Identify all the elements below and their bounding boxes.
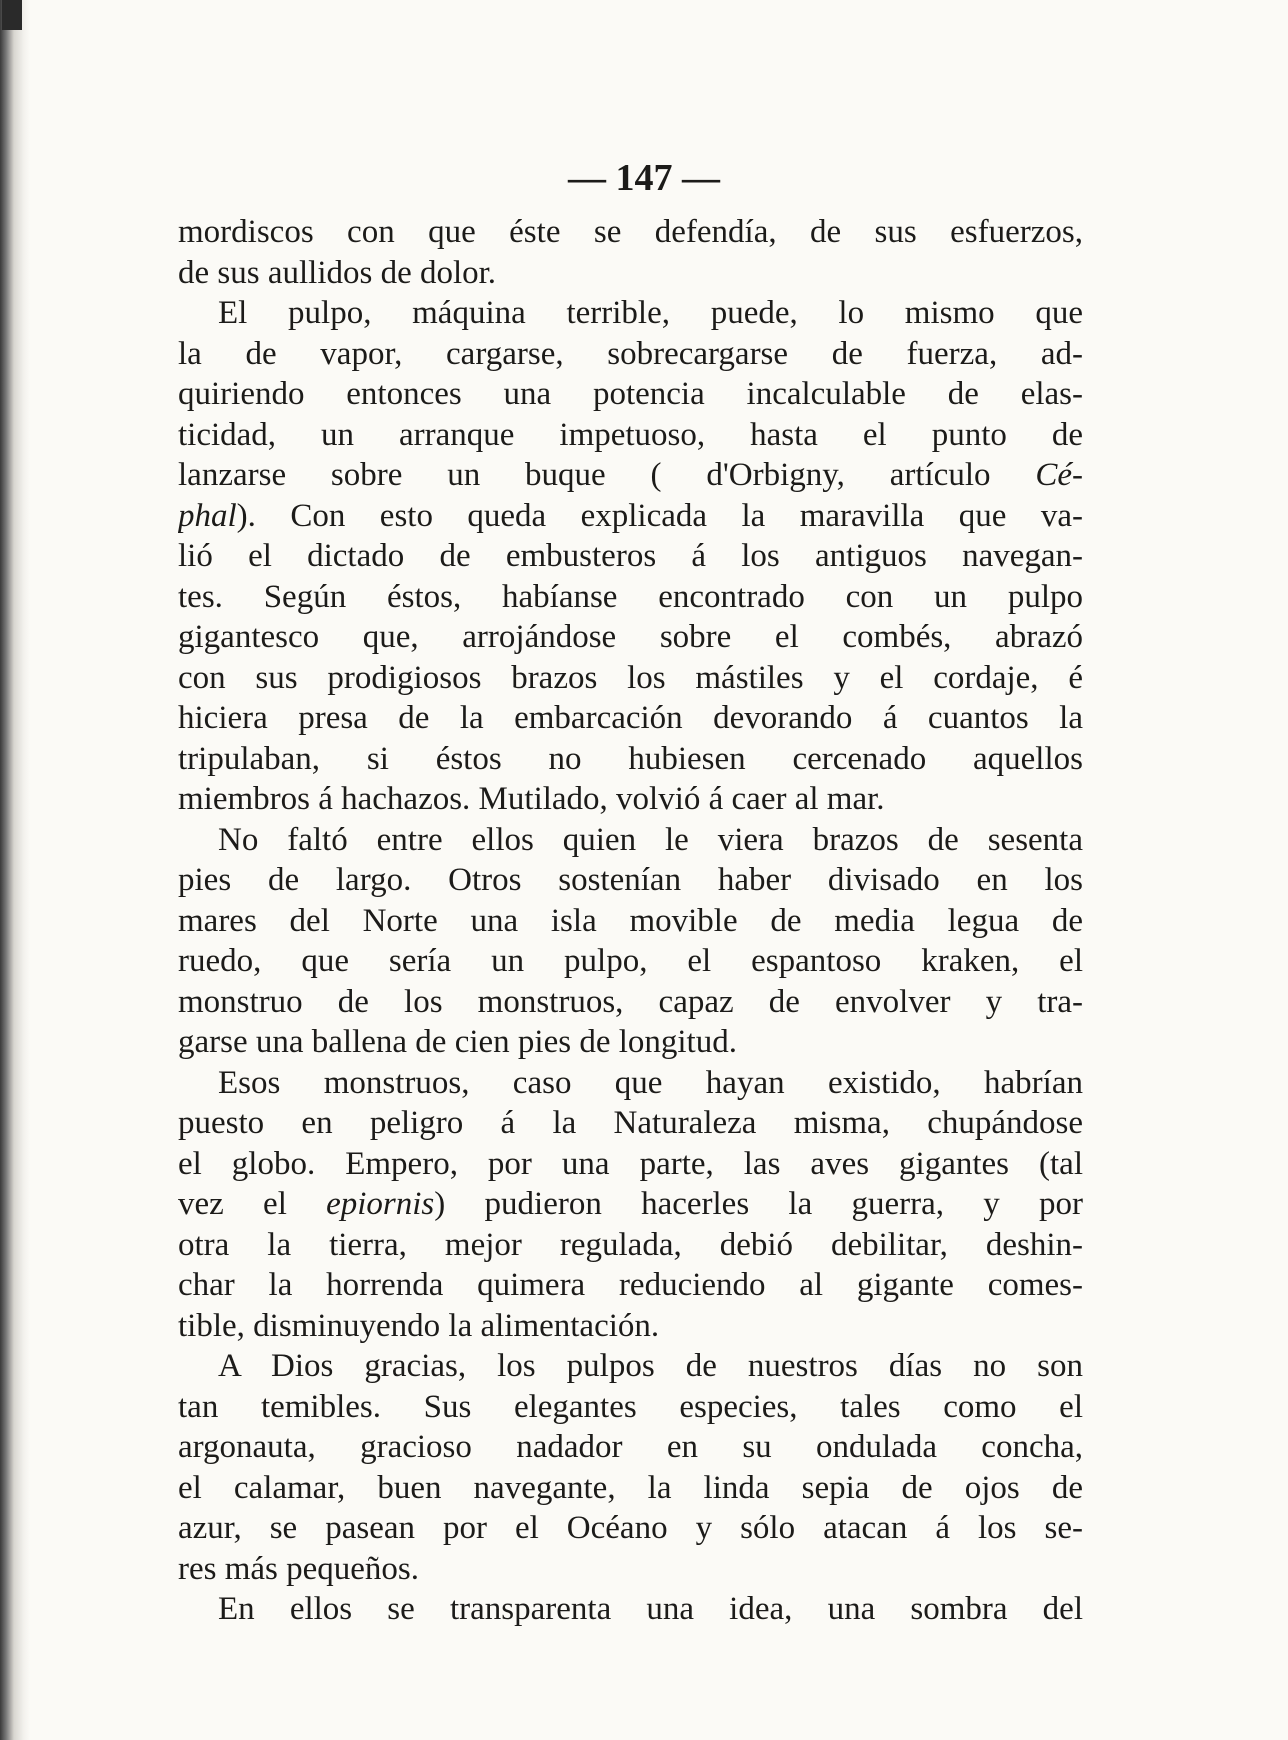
text-line xyxy=(178,415,1083,456)
line-text: tible, disminuyendo la alimentación. xyxy=(178,1307,660,1344)
text-line xyxy=(178,496,1083,537)
text-line xyxy=(178,1549,1083,1590)
line-text: el globo. Empero, por una parte, las aves gigantes (tal xyxy=(178,1145,1083,1182)
line-text: ). Con esto queda explicada la maravilla que va- xyxy=(236,497,1083,534)
text-line xyxy=(178,1225,1083,1266)
text-line xyxy=(178,698,1083,739)
line-text: con sus prodigiosos brazos los mástiles y el cordaje, é xyxy=(178,659,1083,696)
line-text: azur, se pasean por el Océano y sólo atacan á los se- xyxy=(178,1510,1083,1546)
text-line xyxy=(178,1387,1083,1428)
text-line xyxy=(178,941,1083,982)
line-text: No faltó entre ellos quien le viera brazos de sesenta xyxy=(218,821,1083,858)
text-line xyxy=(178,1103,1083,1144)
line-text: pies de largo. Otros sostenían haber divisado en los xyxy=(178,862,1083,898)
line-text: monstruo de los monstruos, capaz de envolver y tra- xyxy=(178,983,1083,1020)
line-text: mordiscos con que éste se defendía, de sus esfuerzos, xyxy=(178,214,1083,250)
text-line xyxy=(178,1508,1083,1549)
text-line xyxy=(178,334,1083,375)
line-text: argonauta, gracioso nadador en su ondulada concha, xyxy=(178,1429,1083,1465)
line-text: lió el dictado de embusteros á los antiguos navegan- xyxy=(178,538,1083,574)
line-text: vez el xyxy=(178,1186,327,1222)
line-text: gigantesco que, arrojándose sobre el combés, abrazó xyxy=(178,619,1083,655)
text-line xyxy=(178,1265,1083,1306)
text-line xyxy=(178,860,1083,901)
text-line xyxy=(178,982,1083,1023)
line-text: tes. Según éstos, habíanse encontrado con un pulpo xyxy=(178,578,1083,615)
text-line xyxy=(178,293,1083,334)
text-line xyxy=(178,1144,1083,1185)
line-text: garse una ballena de cien pies de longitud. xyxy=(178,1024,737,1060)
text-line xyxy=(178,779,1083,820)
line-text: hiciera presa de la embarcación devorando á cuantos la xyxy=(178,700,1083,736)
line-text: res más pequeños. xyxy=(178,1550,420,1587)
italic-text: phal xyxy=(178,497,237,534)
text-line xyxy=(178,577,1083,618)
line-text: otra la tierra, mejor regulada, debió debilitar, deshin- xyxy=(178,1226,1083,1263)
line-text: ticidad, un arranque impetuoso, hasta el punto de xyxy=(178,416,1083,453)
line-text: el calamar, buen navegante, la linda sepia de ojos de xyxy=(178,1469,1083,1506)
text-line xyxy=(178,253,1083,294)
line-text: A Dios gracias, los pulpos de nuestros días no son xyxy=(218,1348,1083,1384)
text-line xyxy=(178,1468,1083,1509)
line-text: quiriendo entonces una potencia incalculable de elas- xyxy=(178,376,1083,412)
line-text: mares del Norte una isla movible de media legua de xyxy=(178,902,1083,939)
line-text: Esos monstruos, caso que hayan existido, habrían xyxy=(218,1064,1083,1101)
spine-mark xyxy=(2,0,22,30)
text-line xyxy=(178,455,1083,496)
line-text: tan temibles. Sus elegantes especies, tales como el xyxy=(178,1388,1083,1425)
text-line xyxy=(178,1306,1083,1347)
line-text: El pulpo, máquina terrible, puede, lo mismo que xyxy=(218,295,1083,331)
text-line xyxy=(178,1427,1083,1468)
body-text xyxy=(178,212,1083,1630)
page-number: — 147 — xyxy=(568,157,720,199)
text-line xyxy=(178,820,1083,861)
text-line xyxy=(178,1022,1083,1063)
text-line xyxy=(178,739,1083,780)
line-text: la de vapor, cargarse, sobrecargarse de fuerza, ad- xyxy=(178,335,1083,372)
text-line xyxy=(178,374,1083,415)
line-text: tripulaban, si éstos no hubiesen cercenado aquellos xyxy=(178,740,1083,777)
line-text: En ellos se transparenta una idea, una sombra del xyxy=(218,1591,1083,1627)
text-line xyxy=(178,1589,1083,1630)
line-text-suffix: ) pudieron hacerles la guerra, y por xyxy=(434,1186,1083,1222)
text-line xyxy=(178,1184,1083,1225)
line-text: char la horrenda quimera reduciendo al gigante comes- xyxy=(178,1267,1083,1303)
text-line xyxy=(178,901,1083,942)
text-line xyxy=(178,212,1083,253)
book-spine-shadow xyxy=(0,0,30,1740)
italic-text: Cé- xyxy=(1035,457,1083,493)
text-line xyxy=(178,658,1083,699)
text-line xyxy=(178,1346,1083,1387)
line-text: miembros á hachazos. Mutilado, volvió á caer al mar. xyxy=(178,781,885,817)
text-line xyxy=(178,1063,1083,1104)
text-line xyxy=(178,617,1083,658)
line-text: puesto en peligro á la Naturaleza misma, chupándose xyxy=(178,1105,1083,1141)
line-text: de sus aullidos de dolor. xyxy=(178,254,497,291)
text-line xyxy=(178,536,1083,577)
italic-text: epiornis xyxy=(326,1186,435,1222)
line-text: ruedo, que sería un pulpo, el espantoso kraken, el xyxy=(178,943,1083,979)
line-text: lanzarse sobre un buque ( d'Orbigny, artículo xyxy=(178,457,1036,493)
